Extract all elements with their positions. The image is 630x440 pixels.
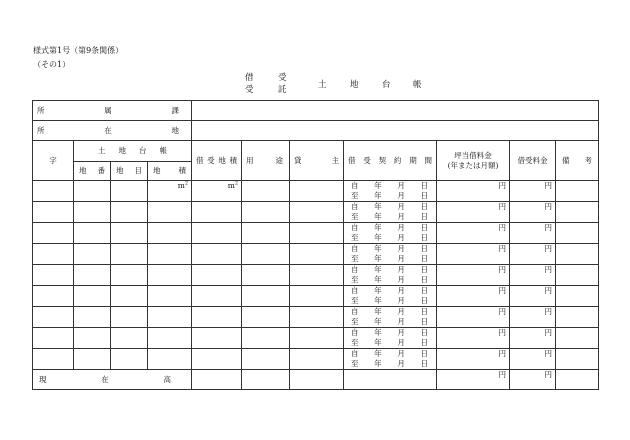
sub-number: （その1） — [33, 60, 71, 69]
remarks-cell[interactable] — [556, 307, 599, 328]
period-from-line — [347, 202, 433, 212]
yen-unit: 円 — [498, 181, 506, 190]
land-category-cell[interactable] — [111, 328, 148, 349]
remarks-cell[interactable] — [556, 265, 599, 286]
period-to-line — [347, 296, 433, 306]
aza-cell[interactable] — [33, 349, 74, 370]
col-lease-fee: 借受料金 — [510, 141, 556, 181]
yen-unit: 円 — [544, 370, 552, 379]
aza-cell[interactable] — [33, 286, 74, 307]
month-unit: 月 — [397, 338, 405, 347]
total-cell[interactable] — [192, 370, 242, 390]
yen-unit: 円 — [498, 328, 506, 337]
leased-area-cell[interactable] — [192, 265, 242, 286]
period-from: 自 — [351, 202, 359, 211]
year-unit: 年 — [374, 359, 382, 368]
lot-number-cell[interactable] — [74, 307, 111, 328]
day-unit: 日 — [420, 286, 428, 295]
yen-unit: 円 — [544, 349, 552, 358]
total-cell[interactable] — [242, 370, 290, 390]
period-to: 至 — [351, 275, 359, 284]
tsubo-rent-cell[interactable] — [437, 265, 510, 286]
use-cell[interactable] — [242, 286, 290, 307]
period-to: 至 — [351, 254, 359, 263]
yen-unit: 円 — [544, 181, 552, 190]
period-from-line — [347, 181, 433, 191]
area-cell[interactable] — [148, 202, 192, 223]
period-from: 自 — [351, 181, 359, 190]
lessor-cell[interactable] — [290, 286, 344, 307]
period-from-line — [347, 265, 433, 275]
day-unit: 日 — [420, 223, 428, 232]
affiliation-label: 所属課 — [33, 101, 192, 121]
area-cell[interactable] — [148, 181, 192, 202]
year-unit: 年 — [374, 317, 382, 326]
yen-unit: 円 — [544, 244, 552, 253]
day-unit: 日 — [420, 328, 428, 337]
title-char: 受 — [245, 85, 254, 95]
title-char: 土 — [318, 80, 327, 90]
title-char: 帳 — [413, 80, 422, 90]
col-aza: 字 — [33, 141, 74, 181]
month-unit: 月 — [397, 254, 405, 263]
lessor-cell[interactable] — [290, 202, 344, 223]
lessor-cell[interactable] — [290, 307, 344, 328]
lease-fee-cell[interactable] — [510, 328, 556, 349]
title-char: 託 — [278, 85, 287, 95]
period-to-line — [347, 338, 433, 348]
day-unit: 日 — [420, 254, 428, 263]
col-area: 地積 — [148, 162, 192, 181]
total-cell[interactable] — [344, 370, 437, 390]
land-ledger-table — [32, 100, 599, 390]
period-from-line — [347, 286, 433, 296]
tsubo-rent-cell[interactable] — [437, 307, 510, 328]
location-label: 所在地 — [33, 121, 192, 141]
month-unit: 月 — [397, 307, 405, 316]
leased-area-cell[interactable] — [192, 286, 242, 307]
day-unit: 日 — [420, 191, 428, 200]
title-char: 台 — [382, 80, 391, 90]
yen-unit: 円 — [544, 286, 552, 295]
day-unit: 日 — [420, 307, 428, 316]
total-cell[interactable] — [556, 370, 599, 390]
year-unit: 年 — [374, 223, 382, 232]
period-to: 至 — [351, 212, 359, 221]
day-unit: 日 — [420, 212, 428, 221]
use-cell[interactable] — [242, 307, 290, 328]
lease-period-cell[interactable] — [344, 349, 437, 370]
tsubo-rent-cell[interactable] — [437, 349, 510, 370]
col-remarks: 備考 — [556, 141, 599, 181]
yen-unit: 円 — [544, 223, 552, 232]
year-unit: 年 — [374, 181, 382, 190]
lessor-cell[interactable] — [290, 265, 344, 286]
lot-number-cell[interactable] — [74, 181, 111, 202]
period-to-line — [347, 212, 433, 222]
period-from-line — [347, 244, 433, 254]
leased-area-cell[interactable] — [192, 349, 242, 370]
year-unit: 年 — [374, 212, 382, 221]
period-from: 自 — [351, 265, 359, 274]
col-lessor: 貸主 — [290, 141, 344, 181]
year-unit: 年 — [374, 202, 382, 211]
use-cell[interactable] — [242, 349, 290, 370]
year-unit: 年 — [374, 244, 382, 253]
col-land-category: 地目 — [111, 162, 148, 181]
lease-period-cell[interactable] — [344, 202, 437, 223]
lease-period-cell[interactable] — [344, 181, 437, 202]
yen-unit: 円 — [544, 202, 552, 211]
remarks-cell[interactable] — [556, 349, 599, 370]
year-unit: 年 — [374, 296, 382, 305]
lease-fee-cell[interactable] — [510, 349, 556, 370]
period-from: 自 — [351, 349, 359, 358]
lot-number-cell[interactable] — [74, 265, 111, 286]
period-from-line — [347, 349, 433, 359]
period-to: 至 — [351, 296, 359, 305]
day-unit: 日 — [420, 202, 428, 211]
month-unit: 月 — [397, 286, 405, 295]
period-to: 至 — [351, 338, 359, 347]
area-cell[interactable] — [148, 307, 192, 328]
yen-unit: 円 — [498, 286, 506, 295]
day-unit: 日 — [420, 317, 428, 326]
lot-number-cell[interactable] — [74, 202, 111, 223]
month-unit: 月 — [397, 244, 405, 253]
table-row — [33, 244, 599, 265]
tsubo-rent-cell[interactable] — [437, 244, 510, 265]
period-to: 至 — [351, 317, 359, 326]
area-cell[interactable] — [148, 286, 192, 307]
year-unit: 年 — [374, 233, 382, 242]
land-category-cell[interactable] — [111, 349, 148, 370]
period-to-line — [347, 275, 433, 285]
day-unit: 日 — [420, 359, 428, 368]
lease-fee-cell[interactable] — [510, 244, 556, 265]
period-to: 至 — [351, 359, 359, 368]
yen-unit: 円 — [544, 328, 552, 337]
col-land-ledger: 土地台帳 — [74, 141, 192, 162]
yen-unit: 円 — [498, 265, 506, 274]
tsubo-rent-cell[interactable] — [437, 181, 510, 202]
year-unit: 年 — [374, 307, 382, 316]
aza-cell[interactable] — [33, 223, 74, 244]
sqm-sup: 2 — [234, 180, 238, 187]
use-cell[interactable] — [242, 244, 290, 265]
day-unit: 日 — [420, 349, 428, 358]
month-unit: 月 — [397, 202, 405, 211]
period-to: 至 — [351, 191, 359, 200]
leased-area-cell[interactable] — [192, 244, 242, 265]
tsubo-rent-cell[interactable] — [437, 328, 510, 349]
month-unit: 月 — [397, 212, 405, 221]
year-unit: 年 — [374, 286, 382, 295]
leased-area-cell[interactable] — [192, 181, 242, 202]
land-category-cell[interactable] — [111, 223, 148, 244]
month-unit: 月 — [397, 233, 405, 242]
col-lot-number: 地番 — [74, 162, 111, 181]
day-unit: 日 — [420, 265, 428, 274]
remarks-cell[interactable] — [556, 286, 599, 307]
day-unit: 日 — [420, 233, 428, 242]
aza-cell[interactable] — [33, 328, 74, 349]
tsubo-rent-cell[interactable] — [437, 202, 510, 223]
period-to-line — [347, 254, 433, 264]
lot-number-cell[interactable] — [74, 244, 111, 265]
day-unit: 日 — [420, 181, 428, 190]
form-number: 様式第1号（第9条関係） — [33, 46, 124, 55]
title-char: 地 — [350, 80, 359, 90]
area-cell[interactable] — [148, 244, 192, 265]
lease-fee-cell[interactable] — [510, 307, 556, 328]
land-category-cell[interactable] — [111, 181, 148, 202]
table-row — [33, 286, 599, 307]
lot-number-cell[interactable] — [74, 328, 111, 349]
table-row — [33, 265, 599, 286]
period-to-line — [347, 191, 433, 201]
lease-period-cell[interactable] — [344, 244, 437, 265]
table-row — [33, 307, 599, 328]
total-cell[interactable] — [290, 370, 344, 390]
col-leased-area: 借受地積 — [192, 141, 242, 181]
lease-period-cell[interactable] — [344, 328, 437, 349]
leased-area-cell[interactable] — [192, 202, 242, 223]
aza-cell[interactable] — [33, 307, 74, 328]
year-unit: 年 — [374, 338, 382, 347]
yen-unit: 円 — [544, 307, 552, 316]
leased-area-cell[interactable] — [192, 328, 242, 349]
period-from-line — [347, 307, 433, 317]
yen-unit: 円 — [498, 223, 506, 232]
title-char: 借 — [245, 73, 254, 83]
leased-area-cell[interactable] — [192, 223, 242, 244]
use-cell[interactable] — [242, 223, 290, 244]
yen-unit: 円 — [498, 202, 506, 211]
lease-fee-cell[interactable] — [510, 202, 556, 223]
lease-fee-cell[interactable] — [510, 286, 556, 307]
lot-number-cell[interactable] — [74, 223, 111, 244]
month-unit: 月 — [397, 275, 405, 284]
col-tsubo-rent — [437, 141, 510, 181]
lessor-cell[interactable] — [290, 181, 344, 202]
col-tsubo-rent-line1: 坪当借料金 — [454, 150, 492, 160]
lease-fee-cell[interactable] — [510, 181, 556, 202]
lessor-cell[interactable] — [290, 223, 344, 244]
total-lease-fee[interactable] — [510, 370, 556, 390]
year-unit: 年 — [374, 275, 382, 284]
area-cell[interactable] — [148, 328, 192, 349]
period-from: 自 — [351, 244, 359, 253]
lease-period-cell[interactable] — [344, 286, 437, 307]
sqm-sup: 2 — [184, 180, 188, 187]
aza-cell[interactable] — [33, 244, 74, 265]
total-tsubo-rent[interactable] — [437, 370, 510, 390]
period-to: 至 — [351, 233, 359, 242]
leased-area-cell[interactable] — [192, 307, 242, 328]
period-from-line — [347, 328, 433, 338]
year-unit: 年 — [374, 254, 382, 263]
col-tsubo-rent-line2: (年または月額) — [447, 160, 499, 170]
table-row — [33, 181, 599, 202]
lessor-cell[interactable] — [290, 349, 344, 370]
period-to-line — [347, 233, 433, 243]
year-unit: 年 — [374, 191, 382, 200]
month-unit: 月 — [397, 181, 405, 190]
lease-fee-cell[interactable] — [510, 223, 556, 244]
lease-period-cell[interactable] — [344, 223, 437, 244]
land-category-cell[interactable] — [111, 265, 148, 286]
area-cell[interactable] — [148, 223, 192, 244]
lessor-cell[interactable] — [290, 328, 344, 349]
affiliation-value[interactable] — [192, 101, 599, 121]
yen-unit: 円 — [498, 244, 506, 253]
month-unit: 月 — [397, 328, 405, 337]
use-cell[interactable] — [242, 328, 290, 349]
land-category-cell[interactable] — [111, 286, 148, 307]
lessor-cell[interactable] — [290, 244, 344, 265]
col-use: 用途 — [242, 141, 290, 181]
location-value[interactable] — [192, 121, 599, 141]
tsubo-rent-cell[interactable] — [437, 223, 510, 244]
day-unit: 日 — [420, 338, 428, 347]
use-cell[interactable] — [242, 265, 290, 286]
month-unit: 月 — [397, 349, 405, 358]
period-from: 自 — [351, 307, 359, 316]
col-lease-period: 借受契約期間 — [344, 141, 437, 181]
period-to-line — [347, 359, 433, 369]
yen-unit: 円 — [498, 307, 506, 316]
period-to-line — [347, 317, 433, 327]
month-unit: 月 — [397, 317, 405, 326]
table-row — [33, 202, 599, 223]
aza-cell[interactable] — [33, 265, 74, 286]
day-unit: 日 — [420, 275, 428, 284]
month-unit: 月 — [397, 296, 405, 305]
use-cell[interactable] — [242, 181, 290, 202]
year-unit: 年 — [374, 265, 382, 274]
remarks-cell[interactable] — [556, 244, 599, 265]
year-unit: 年 — [374, 349, 382, 358]
period-from: 自 — [351, 286, 359, 295]
month-unit: 月 — [397, 223, 405, 232]
table-row — [33, 349, 599, 370]
lease-period-cell[interactable] — [344, 265, 437, 286]
area-cell[interactable] — [148, 349, 192, 370]
month-unit: 月 — [397, 359, 405, 368]
yen-unit: 円 — [498, 349, 506, 358]
sqm-unit: m — [177, 181, 185, 190]
remarks-cell[interactable] — [556, 181, 599, 202]
aza-cell[interactable] — [33, 181, 74, 202]
period-from-line — [347, 223, 433, 233]
sqm-unit: m — [227, 181, 235, 190]
lease-period-cell[interactable] — [344, 307, 437, 328]
land-category-cell[interactable] — [111, 244, 148, 265]
period-from: 自 — [351, 223, 359, 232]
day-unit: 日 — [420, 296, 428, 305]
month-unit: 月 — [397, 265, 405, 274]
day-unit: 日 — [420, 244, 428, 253]
yen-unit: 円 — [544, 265, 552, 274]
remarks-cell[interactable] — [556, 202, 599, 223]
yen-unit: 円 — [498, 370, 506, 379]
aza-cell[interactable] — [33, 202, 74, 223]
month-unit: 月 — [397, 191, 405, 200]
title-char: 受 — [278, 73, 287, 83]
table-row — [33, 223, 599, 244]
tsubo-rent-cell[interactable] — [437, 286, 510, 307]
year-unit: 年 — [374, 328, 382, 337]
table-row — [33, 328, 599, 349]
lease-fee-cell[interactable] — [510, 265, 556, 286]
area-cell[interactable] — [148, 265, 192, 286]
remarks-cell[interactable] — [556, 328, 599, 349]
lot-number-cell[interactable] — [74, 286, 111, 307]
use-cell[interactable] — [242, 202, 290, 223]
current-total-label: 現在高 — [33, 370, 192, 390]
land-category-cell[interactable] — [111, 307, 148, 328]
land-category-cell[interactable] — [111, 202, 148, 223]
period-from: 自 — [351, 328, 359, 337]
remarks-cell[interactable] — [556, 223, 599, 244]
lot-number-cell[interactable] — [74, 349, 111, 370]
